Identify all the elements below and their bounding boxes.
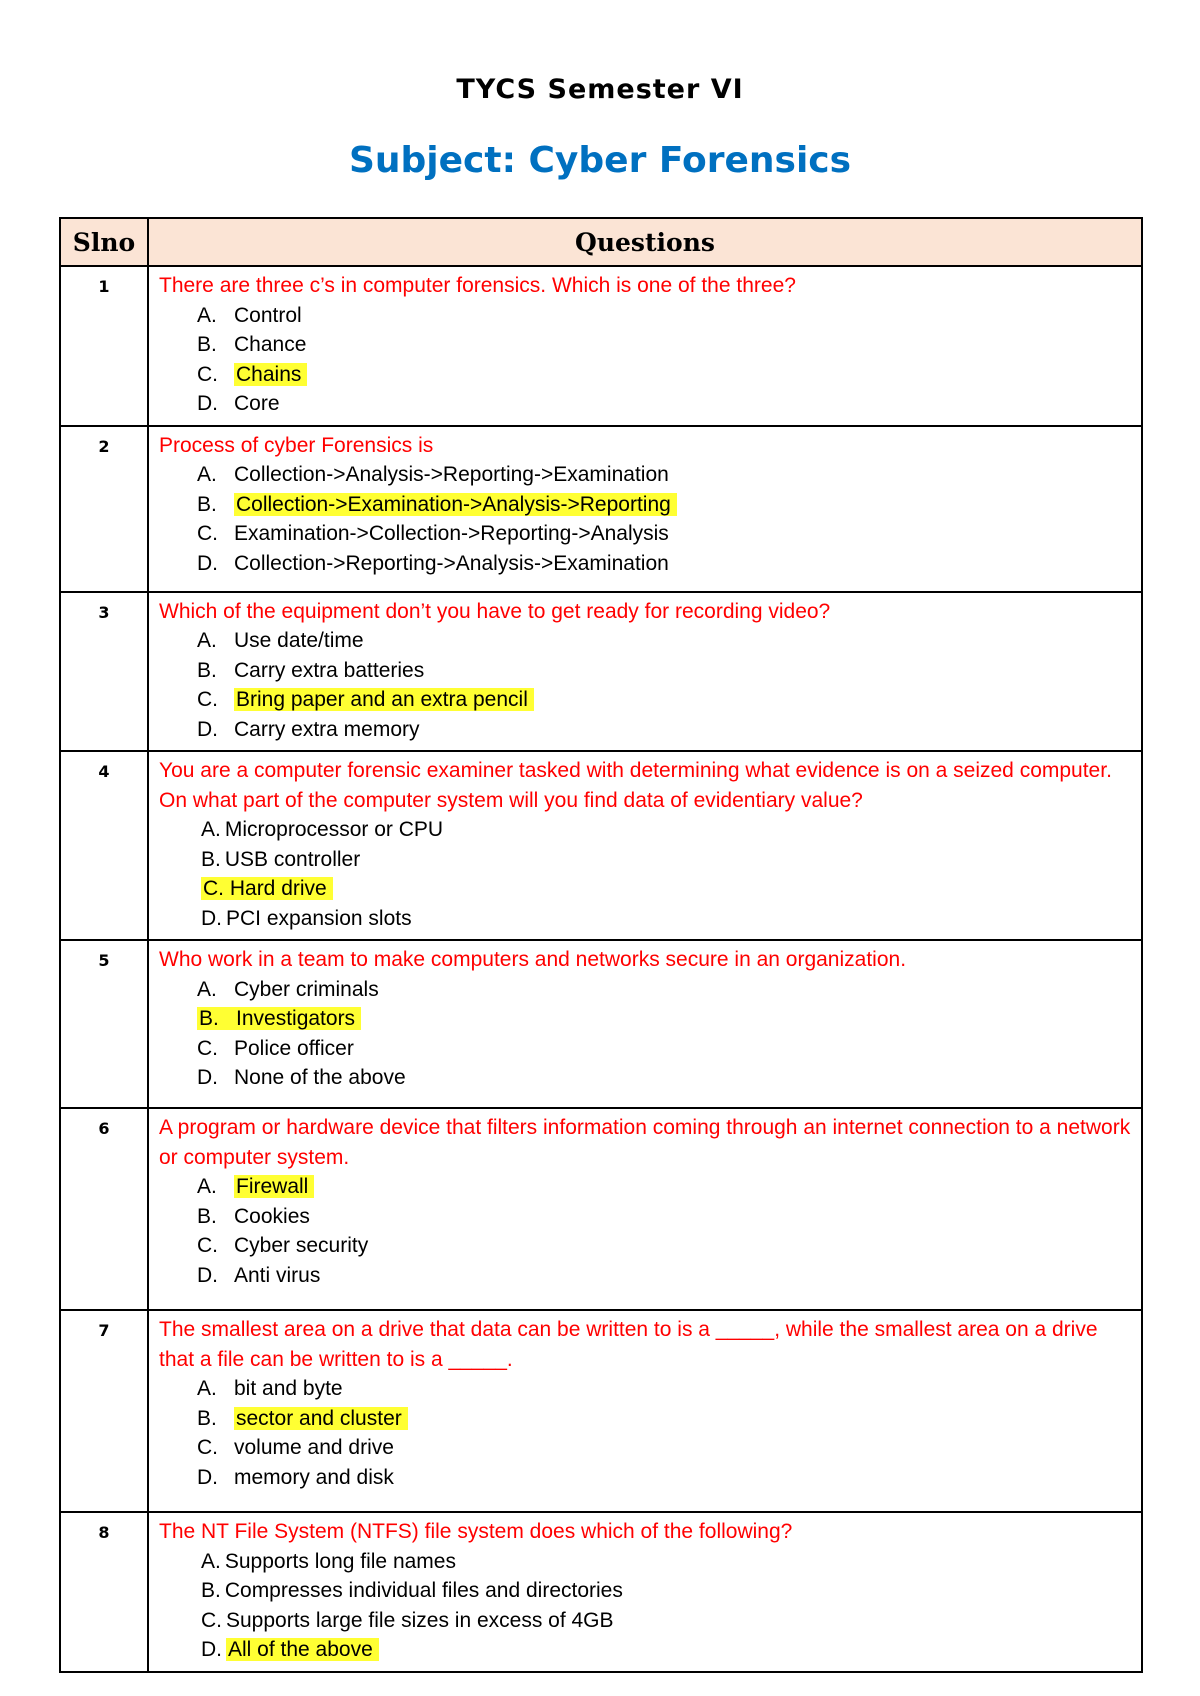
correct-answer-highlight: C. Hard drive: [201, 877, 333, 900]
option-a: A. bit and byte: [197, 1377, 343, 1400]
question-text: There are three c’s in computer forensics. Which is one of the three?: [159, 274, 796, 297]
correct-answer-highlight: All of the above: [226, 1638, 379, 1661]
row-number: 2: [60, 426, 148, 592]
table-row: [60, 266, 1142, 426]
correct-answer-highlight: Collection->Examination->Analysis->Reporting: [234, 493, 677, 516]
table-header-row: [60, 218, 1142, 266]
option-a: A. Cyber criminals: [197, 977, 379, 1001]
option-d: D. Anti virus: [197, 1263, 321, 1287]
correct-answer-highlight: Chains: [234, 363, 307, 386]
table-row: [60, 592, 1142, 752]
row-number: 3: [60, 592, 148, 752]
option-c: C. Chains: [159, 360, 1131, 390]
option-a: A. Firewall: [159, 1172, 1131, 1202]
row-number: 8: [60, 1512, 148, 1672]
question-cell: [148, 940, 1142, 1108]
question-cell: [148, 751, 1142, 940]
option-b: B. sector and cluster: [159, 1404, 1131, 1434]
question-text: You are a computer forensic examiner tasked with determining what evidence is on a seized computer. On what part of the computer system will you find data of evidentiary value?: [159, 759, 1112, 812]
row-number: 1: [60, 266, 148, 426]
option-c: C. Bring paper and an extra pencil: [159, 685, 1131, 715]
option-b: [159, 1004, 1131, 1034]
option-d: D. memory and disk: [197, 1465, 394, 1489]
correct-answer-highlight: sector and cluster: [234, 1407, 408, 1430]
question-text: The NT File System (NTFS) file system does which of the following?: [159, 1520, 793, 1543]
question-cell: [148, 1512, 1142, 1672]
table-row: [60, 751, 1142, 940]
table-row: [60, 1310, 1142, 1512]
option-d: D. Carry extra memory: [197, 717, 420, 741]
row-number: 7: [60, 1310, 148, 1512]
option-a: A. Supports long file names: [201, 1549, 456, 1573]
table-row: [60, 1108, 1142, 1310]
option-d: D. None of the above: [197, 1066, 406, 1089]
table-row: [60, 426, 1142, 592]
question-text: Which of the equipment don’t you have to get ready for recording video?: [159, 599, 831, 623]
option-d: D. PCI expansion slots: [201, 906, 412, 930]
question-text: Process of cyber Forensics is: [159, 433, 434, 457]
questions-table: [59, 217, 1143, 1673]
option-a: A. Microprocessor or CPU: [201, 818, 444, 841]
correct-answer-highlight: Bring paper and an extra pencil: [234, 688, 534, 711]
option-c: C. Examination->Collection->Reporting->Analysis: [197, 522, 669, 545]
option-b: B. Chance: [197, 333, 307, 356]
option-a: A. Use date/time: [197, 629, 364, 652]
option-a: A. Control: [197, 303, 302, 327]
row-number: 5: [60, 940, 148, 1108]
question-cell: [148, 1108, 1142, 1310]
table-row: [60, 940, 1142, 1108]
question-cell: [148, 592, 1142, 752]
question-text: The smallest area on a drive that data can be written to is a _____, while the smallest area on a drive that a file can be written to is a _____.: [159, 1318, 1098, 1371]
row-number: 4: [60, 751, 148, 940]
table-row: [60, 1512, 1142, 1672]
option-b: B. Collection->Examination->Analysis->Reporting: [159, 490, 1131, 520]
option-c: C. Supports large file sizes in excess of 4GB: [201, 1608, 614, 1632]
semester-heading: TYCS Semester VI: [456, 74, 744, 105]
question-cell: [148, 1310, 1142, 1512]
column-header-questions: Questions: [148, 218, 1142, 266]
option-b: B. Cookies: [197, 1204, 310, 1228]
option-d: D. Core: [197, 392, 280, 415]
option-d: D. All of the above: [159, 1635, 1131, 1665]
option-d: D. Collection->Reporting->Analysis->Examination: [197, 551, 669, 575]
option-b: B. Compresses individual files and directories: [201, 1579, 623, 1602]
option-b: B. USB controller: [201, 847, 361, 871]
option-c: C. Police officer: [197, 1036, 354, 1060]
question-cell: [148, 266, 1142, 426]
correct-answer-highlight: B. Investigators: [197, 1007, 361, 1030]
question-text: A program or hardware device that filters information coming through an internet connection to a network or computer system.: [159, 1116, 1131, 1169]
option-c: C. volume and drive: [197, 1436, 394, 1459]
row-number: 6: [60, 1108, 148, 1310]
option-c: [159, 874, 1131, 904]
option-a: A. Collection->Analysis->Reporting->Examination: [197, 463, 669, 486]
question-cell: [148, 426, 1142, 592]
subject-title: Subject: Cyber Forensics: [348, 140, 852, 181]
option-b: B. Carry extra batteries: [197, 658, 425, 682]
correct-answer-highlight: Firewall: [234, 1175, 314, 1198]
column-header-slno: Slno: [60, 218, 148, 266]
option-c: C. Cyber security: [197, 1234, 369, 1257]
question-text: Who work in a team to make computers and networks secure in an organization.: [159, 948, 907, 971]
